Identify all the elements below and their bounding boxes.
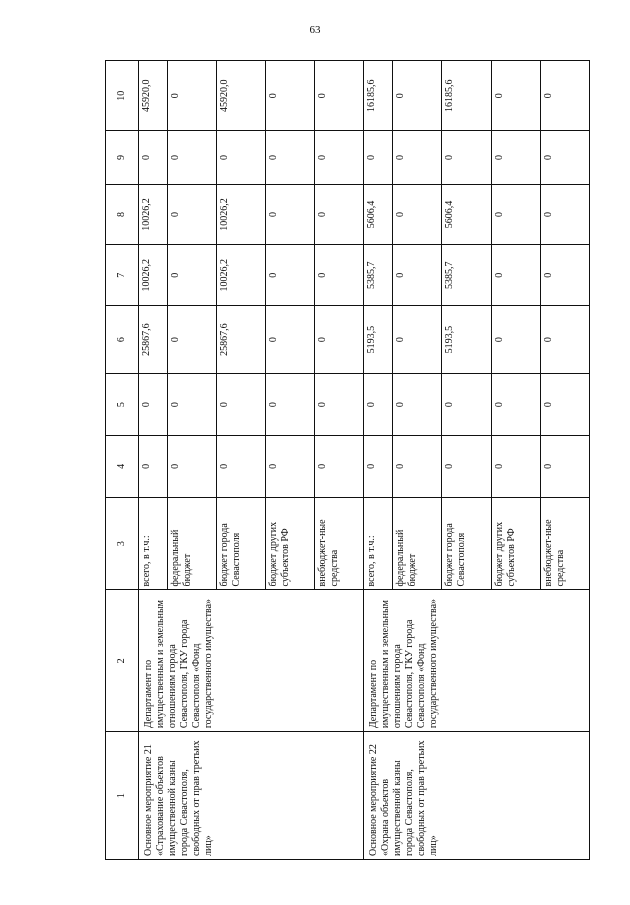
source-cell: внебюджет-ные средства xyxy=(540,497,589,590)
header-cell: 8 xyxy=(106,184,139,245)
source-cell: всего, в т.ч.: xyxy=(139,497,168,590)
value-cell: 16185,6 xyxy=(364,61,393,131)
header-cell: 6 xyxy=(106,306,139,374)
value-cell: 0 xyxy=(315,374,364,436)
value-cell: 0 xyxy=(315,436,364,498)
value-cell: 0 xyxy=(167,306,216,374)
value-cell: 0 xyxy=(364,131,393,184)
value-cell: 10026,2 xyxy=(139,245,168,306)
header-cell: 10 xyxy=(106,61,139,131)
value-cell: 0 xyxy=(216,374,265,436)
table-row xyxy=(364,61,393,860)
value-cell: 0 xyxy=(167,131,216,184)
value-cell: 0 xyxy=(393,61,442,131)
value-cell: 0 xyxy=(266,374,315,436)
value-cell: 0 xyxy=(167,184,216,245)
value-cell: 0 xyxy=(491,245,540,306)
source-cell: федеральный бюджет xyxy=(393,497,442,590)
value-cell: 0 xyxy=(540,374,589,436)
source-cell: федеральный бюджет xyxy=(167,497,216,590)
value-cell: 0 xyxy=(491,184,540,245)
value-cell: 0 xyxy=(139,131,168,184)
header-cell: 9 xyxy=(106,131,139,184)
value-cell: 25867,6 xyxy=(216,306,265,374)
value-cell: 0 xyxy=(266,306,315,374)
source-cell: бюджет города Севастополя xyxy=(216,497,265,590)
value-cell: 0 xyxy=(139,436,168,498)
value-cell: 0 xyxy=(540,436,589,498)
value-cell: 0 xyxy=(393,131,442,184)
value-cell: 0 xyxy=(266,184,315,245)
value-cell: 0 xyxy=(442,131,491,184)
value-cell: 0 xyxy=(266,245,315,306)
value-cell: 0 xyxy=(442,436,491,498)
value-cell: 0 xyxy=(167,374,216,436)
value-cell: 0 xyxy=(540,245,589,306)
value-cell: 0 xyxy=(167,245,216,306)
header-cell: 5 xyxy=(106,374,139,436)
value-cell: 0 xyxy=(315,245,364,306)
header-cell: 1 xyxy=(106,732,139,860)
value-cell: 10026,2 xyxy=(216,184,265,245)
value-cell: 5193,5 xyxy=(364,306,393,374)
value-cell: 0 xyxy=(393,436,442,498)
value-cell: 0 xyxy=(315,306,364,374)
source-cell: внебюджет-ные средства xyxy=(315,497,364,590)
value-cell: 10026,2 xyxy=(216,245,265,306)
value-cell: 0 xyxy=(167,436,216,498)
value-cell: 0 xyxy=(364,374,393,436)
header-cell: 7 xyxy=(106,245,139,306)
rotated-table-container xyxy=(105,60,590,860)
value-cell: 0 xyxy=(540,131,589,184)
value-cell: 0 xyxy=(491,61,540,131)
source-cell: бюджет других субъектов РФ xyxy=(266,497,315,590)
value-cell: 0 xyxy=(491,436,540,498)
value-cell: 0 xyxy=(266,61,315,131)
source-cell: бюджет других субъектов РФ xyxy=(491,497,540,590)
source-cell: бюджет города Севастополя xyxy=(442,497,491,590)
header-cell: 4 xyxy=(106,436,139,498)
value-cell: 0 xyxy=(266,131,315,184)
value-cell: 0 xyxy=(315,61,364,131)
value-cell: 0 xyxy=(393,184,442,245)
value-cell: 5385,7 xyxy=(364,245,393,306)
value-cell: 0 xyxy=(315,131,364,184)
value-cell: 0 xyxy=(540,306,589,374)
value-cell: 0 xyxy=(540,61,589,131)
value-cell: 0 xyxy=(266,436,315,498)
value-cell: 0 xyxy=(393,374,442,436)
value-cell: 0 xyxy=(216,131,265,184)
value-cell: 0 xyxy=(393,306,442,374)
measure-name-cell: Основное мероприятие 22 «Охрана объектов имущественной казны города Севастополя, свободных от прав третьих лиц» xyxy=(364,732,590,860)
value-cell: 5606,4 xyxy=(364,184,393,245)
value-cell: 0 xyxy=(540,184,589,245)
header-row xyxy=(106,61,139,860)
value-cell: 0 xyxy=(364,436,393,498)
value-cell: 0 xyxy=(491,131,540,184)
value-cell: 0 xyxy=(139,374,168,436)
value-cell: 5606,4 xyxy=(442,184,491,245)
value-cell: 16185,6 xyxy=(442,61,491,131)
value-cell: 0 xyxy=(315,184,364,245)
value-cell: 0 xyxy=(491,306,540,374)
header-cell: 3 xyxy=(106,497,139,590)
value-cell: 5193,5 xyxy=(442,306,491,374)
executor-cell: Департамент по имущественным и земельным отношениям города Севастополя, ГКУ города Севастополя «Фонд государственного имущества» xyxy=(139,590,364,732)
value-cell: 45920,0 xyxy=(216,61,265,131)
header-cell: 2 xyxy=(106,590,139,732)
measure-name-cell: Основное мероприятие 21 «Страхование объектов имущественной казны города Севастополя, свободных от прав третьих лиц» xyxy=(139,732,364,860)
value-cell: 45920,0 xyxy=(139,61,168,131)
value-cell: 0 xyxy=(216,436,265,498)
budget-table xyxy=(105,60,590,860)
source-cell: всего, в т.ч.: xyxy=(364,497,393,590)
value-cell: 0 xyxy=(393,245,442,306)
table-row xyxy=(139,61,168,860)
value-cell: 10026,2 xyxy=(139,184,168,245)
value-cell: 25867,6 xyxy=(139,306,168,374)
value-cell: 5385,7 xyxy=(442,245,491,306)
page-number: 63 xyxy=(309,24,321,36)
value-cell: 0 xyxy=(167,61,216,131)
value-cell: 0 xyxy=(491,374,540,436)
executor-cell: Департамент по имущественным и земельным отношениям города Севастополя, ГКУ города Севастополя «Фонд государственного имущества» xyxy=(364,590,590,732)
value-cell: 0 xyxy=(442,374,491,436)
